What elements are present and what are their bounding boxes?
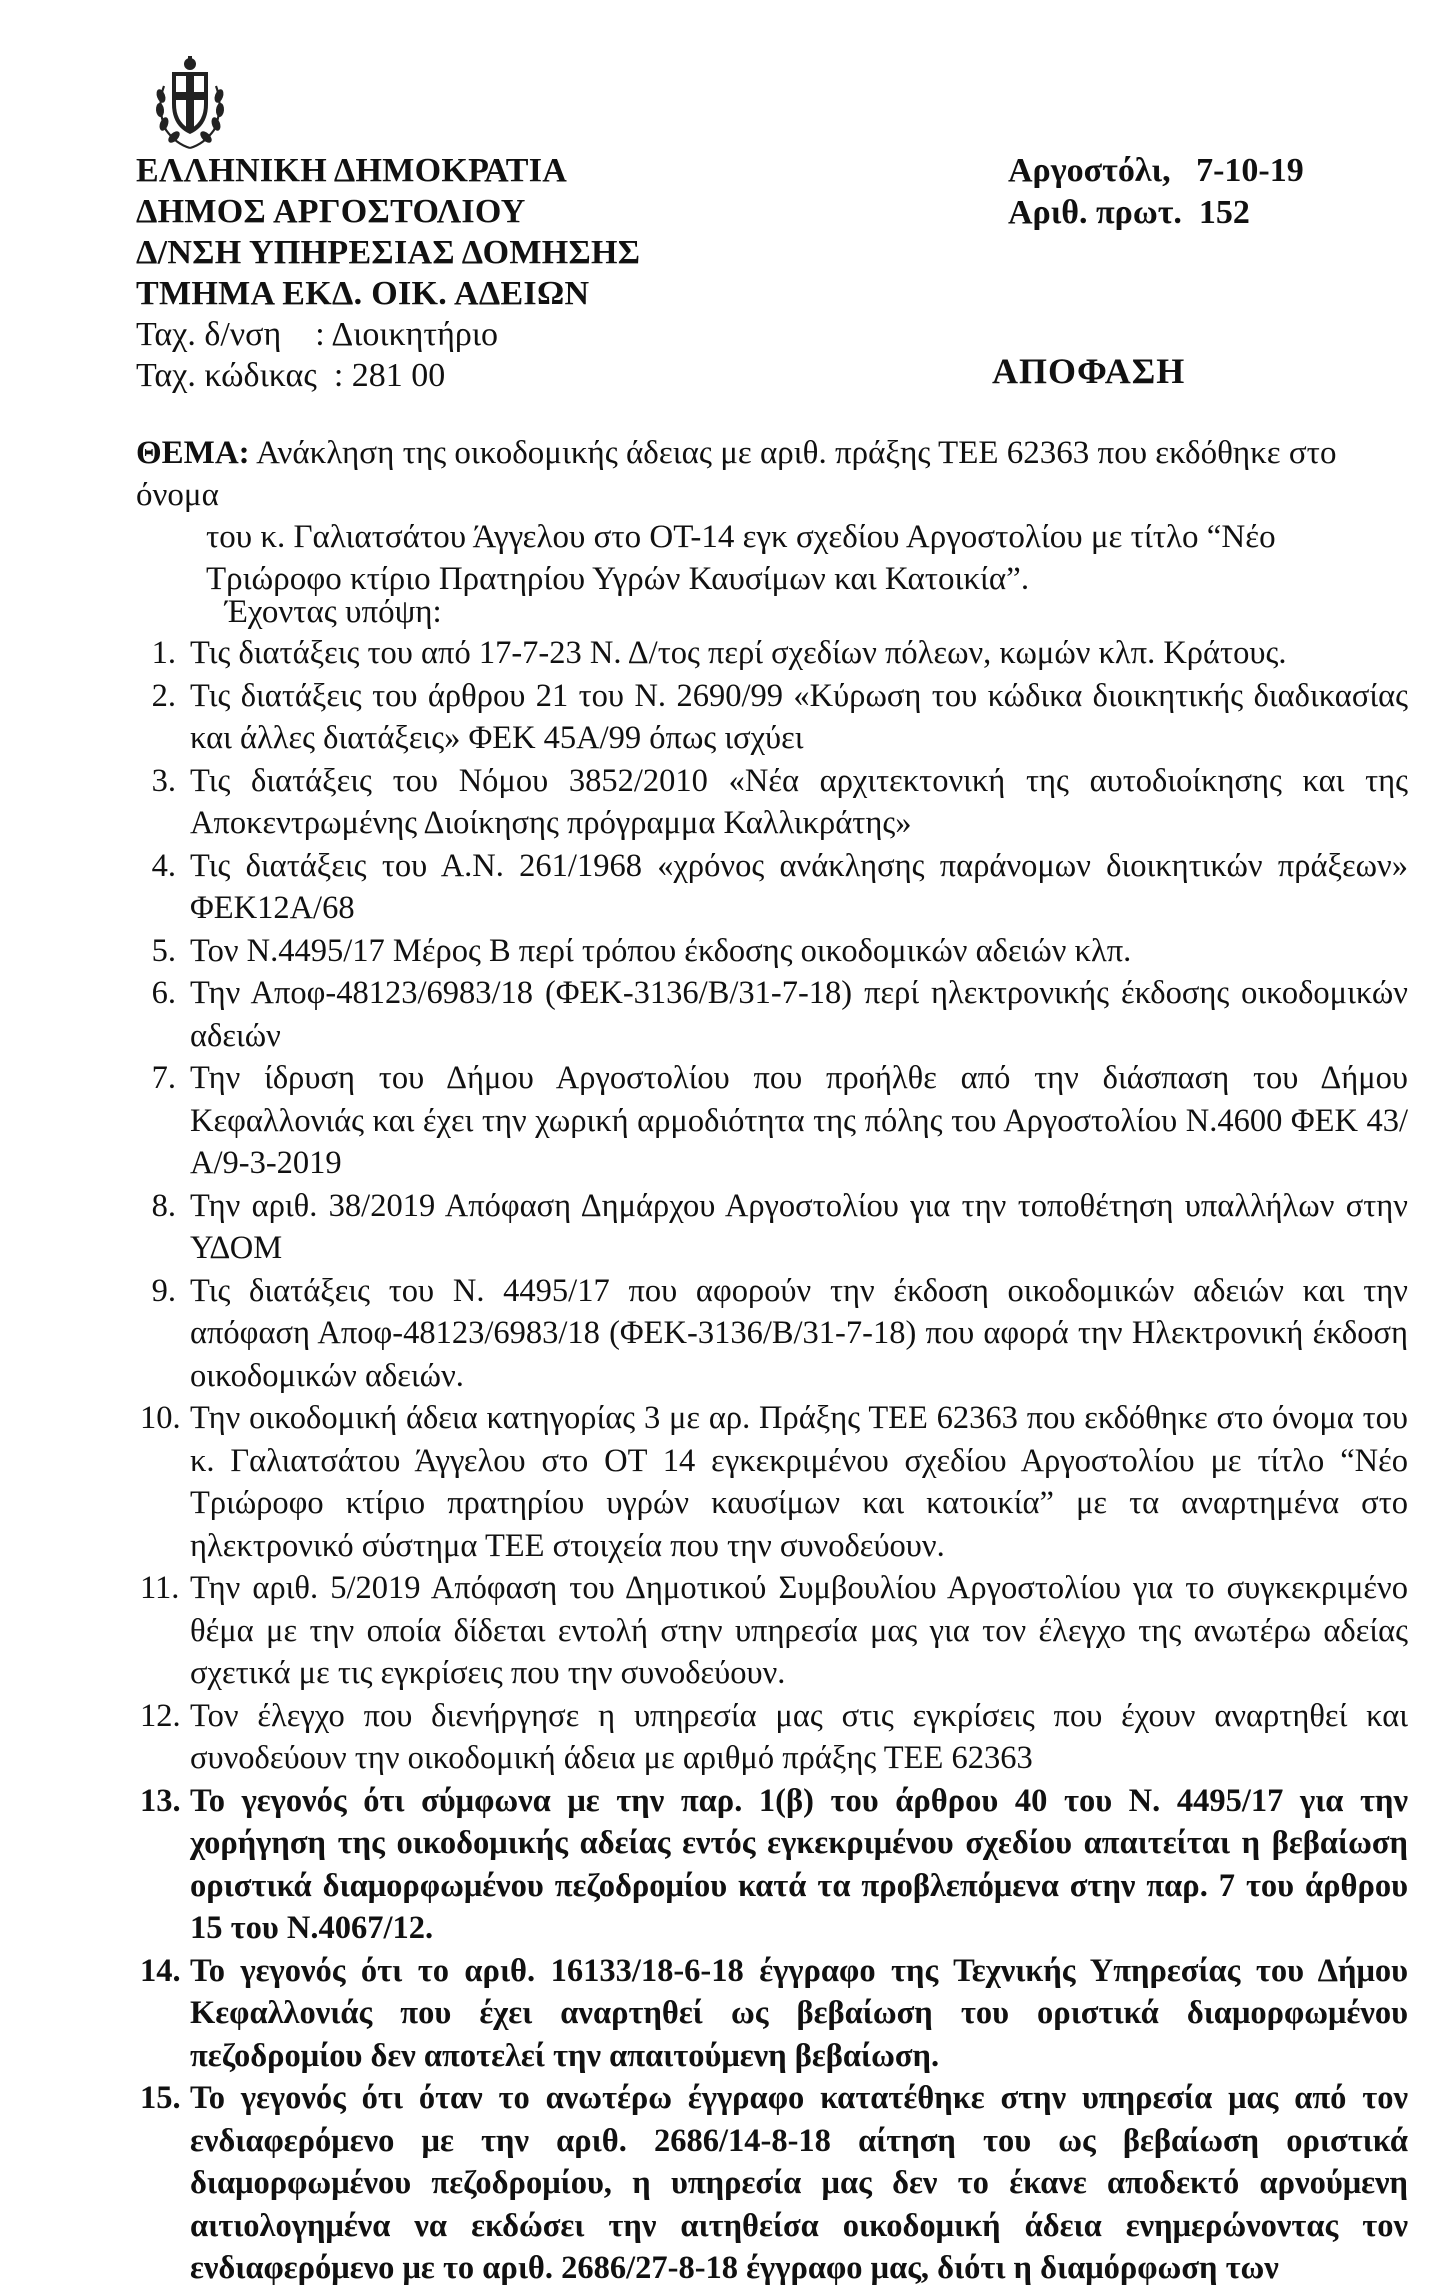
list-item [140, 972, 1408, 1057]
list-item [140, 1950, 1408, 2078]
list-item [140, 632, 1408, 675]
item-number: 1. [151, 635, 176, 671]
item-text: Το γεγονός ότι σύμφωνα με την παρ. 1(β) του άρθρου 40 του Ν. 4495/17 για την χορήγηση της οικοδομικής αδείας εντός εγκεκριμένου σχεδίου απαιτείται η βεβαίωση οριστικά διαμορφωμένου πεζοδρομίου κατά τα προβλεπόμενα στην παρ. 7 του άρθρου 15 του Ν.4067/12. [190, 1782, 1408, 1946]
list-item [140, 1057, 1408, 1185]
list-item [140, 2077, 1408, 2290]
item-number: 6. [151, 975, 176, 1011]
item-number: 3. [151, 762, 176, 799]
item-text: Τις διατάξεις του Νόμου 3852/2010 «Νέα αρχιτεκτονική της αυτοδιοίκησης και της Αποκεντρωμένης Διοίκησης πρόγραμμα Καλλικράτης» [190, 762, 1408, 841]
item-number: 9. [151, 1272, 176, 1309]
item-text: Την ίδρυση του Δήμου Αργοστολίου που προήλθε από την διάσπαση του Δήμου Κεφαλλονιάς και έχει την χωρική αρμοδιότητα της πόλης του Αργοστολίου Ν.4600 ΦΕΚ 43/Α/9-3-2019 [190, 1060, 1408, 1181]
item-text: Τις διατάξεις του Α.Ν. 261/1968 «χρόνος ανάκλησης παράνομων διοικητικών πράξεων» ΦΕΚ12Α/68 [190, 847, 1408, 926]
considering-heading: Έχοντας υπόψη: [225, 594, 442, 630]
list-item [140, 845, 1408, 930]
issuer-address-line: Ταχ. δ/νση : Διοικητήριο [136, 316, 498, 353]
list-item [140, 1270, 1408, 1398]
item-text: Την αριθ. 38/2019 Απόφαση Δημάρχου Αργοστολίου για την τοποθέτηση υπαλλήλων στην ΥΔΟΜ [190, 1187, 1408, 1266]
list-item [140, 760, 1408, 845]
item-number: 4. [151, 847, 176, 884]
issuer-line: ΤΜΗΜΑ ΕΚΔ. ΟΙΚ. ΑΔΕΙΩΝ [136, 275, 590, 312]
list-item [140, 930, 1408, 973]
item-number: 8. [151, 1187, 176, 1224]
item-number: 10. [140, 1400, 181, 1436]
list-item [140, 675, 1408, 760]
place-date: Αργοστόλι, 7-10-19 [1008, 152, 1304, 189]
protocol-number: Αριθ. πρωτ. 152 [1008, 194, 1250, 231]
issuer-block [136, 150, 640, 396]
item-text: Την αριθ. 5/2019 Απόφαση του Δημοτικού Συμβουλίου Αργοστολίου για το συγκεκριμένο θέμα με την οποία δίδεται εντολή στην υπηρεσία μας για τον έλεγχο της ανωτέρω αδείας σχετικά με τις εγκρίσεις που την συνοδεύουν. [190, 1570, 1408, 1691]
issuer-line: ΔΗΜΟΣ ΑΡΓΟΣΤΟΛΙΟΥ [136, 193, 526, 230]
issuer-line: Δ/ΝΣΗ ΥΠΗΡΕΣΙΑΣ ΔΟΜΗΣΗΣ [136, 234, 641, 271]
greek-coat-of-arms-icon [150, 52, 230, 152]
document-title: ΑΠΟΦΑΣΗ [992, 351, 1186, 391]
item-number: 15. [140, 2080, 181, 2116]
issuer-postcode-line: Ταχ. κώδικας : 281 00 [136, 357, 446, 394]
subject-line: Τριώροφο κτίριο Πρατηρίου Υγρών Καυσίμων και Κατοικία”. [206, 561, 1030, 597]
list-item [140, 1695, 1408, 1780]
issuer-line: ΕΛΛΗΝΙΚΗ ΔΗΜΟΚΡΑΤΙΑ [136, 152, 568, 189]
item-text: Τον Ν.4495/17 Μέρος Β περί τρόπου έκδοσης οικοδομικών αδειών κλπ. [190, 932, 1132, 969]
subject-line: Ανάκληση της οικοδομικής άδειας με αριθ. πράξης ΤΕΕ 62363 που εκδόθηκε στο όνομα [136, 435, 1337, 513]
item-text: Την Αποφ-48123/6983/18 (ΦΕΚ-3136/Β/31-7-18) περί ηλεκτρονικής έκδοσης οικοδομικών αδειών [190, 975, 1408, 1054]
item-number: 13. [140, 1782, 181, 1819]
date-protocol-block [1008, 150, 1304, 234]
item-text: Τις διατάξεις του από 17-7-23 Ν. Δ/τος περί σχεδίων πόλεων, κωμών κλπ. Κράτους. [190, 635, 1287, 671]
item-number: 11. [140, 1570, 180, 1606]
list-item [140, 1397, 1408, 1567]
item-text: Τον έλεγχο που διενήργησε η υπηρεσία μας στις εγκρίσεις που έχουν αναρτηθεί και συνοδεύουν την οικοδομική άδεια με αριθμό πράξης ΤΕΕ 62363 [190, 1697, 1408, 1776]
item-text: Το γεγονός ότι όταν το ανωτέρω έγγραφο κατατέθηκε στην υπηρεσία μας από τον ενδιαφερόμενο με την αριθ. 2686/14-8-18 αίτηση του ως βεβαίωση οριστικά διαμορφωμένου πεζοδρομίου, η υπηρεσία μας δεν το έκανε αποδεκτό αρνούμενη αιτιολογημένα να εκδώσει την αιτηθείσα οικοδομική άδεια ενημερώνοντας τον ενδιαφερόμενο με το αριθ. 2686/27-8-18 έγγραφο μας, διότι η διαμόρφωση των [190, 2080, 1408, 2286]
item-number: 7. [151, 1060, 176, 1096]
list-item [140, 1185, 1408, 1270]
subject-block [136, 432, 1356, 600]
list-item [140, 1780, 1408, 1950]
item-number: 14. [140, 1952, 181, 1989]
item-number: 2. [151, 677, 176, 714]
item-number: 5. [151, 932, 176, 969]
subject-line: του κ. Γαλιατσάτου Άγγελου στο ΟΤ-14 εγκ σχεδίου Αργοστολίου με τίτλο “Νέο [206, 519, 1276, 555]
item-text: Τις διατάξεις του Ν. 4495/17 που αφορούν την έκδοση οικοδομικών αδειών και την απόφαση Αποφ-48123/6983/18 (ΦΕΚ-3136/Β/31-7-18) που αφορά την Ηλεκτρονική έκδοση οικοδομικών αδειών. [190, 1272, 1408, 1394]
item-text: Την οικοδομική άδεια κατηγορίας 3 με αρ. Πράξης ΤΕΕ 62363 που εκδόθηκε στο όνομα του κ. Γαλιατσάτου Άγγελου στο ΟΤ 14 εγκεκριμένου σχεδίου Αργοστολίου με τίτλο “Νέο Τριώροφο κτίριο πρατηρίου υγρών καυσίμων και κατοικία” με τα αναρτημένα στο ηλεκτρονικό σύστημα ΤΕΕ στοιχεία που την συνοδεύουν. [190, 1400, 1408, 1564]
item-text: Το γεγονός ότι το αριθ. 16133/18-6-18 έγγραφο της Τεχνικής Υπηρεσίας του Δήμου Κεφαλλονιάς που έχει αναρτηθεί ως βεβαίωση του οριστικά διαμορφωμένου πεζοδρομίου δεν αποτελεί την απαιτούμενη βεβαίωση. [190, 1952, 1408, 2074]
considerations-list [140, 632, 1408, 2290]
item-text: Τις διατάξεις του άρθρου 21 του Ν. 2690/99 «Κύρωση του κώδικα διοικητικής διαδικασίας και άλλες διατάξεις» ΦΕΚ 45Α/99 όπως ισχύει [190, 677, 1408, 756]
subject-label: ΘΕΜΑ: [136, 435, 250, 471]
list-item [140, 1567, 1408, 1695]
item-number: 12. [140, 1697, 181, 1734]
